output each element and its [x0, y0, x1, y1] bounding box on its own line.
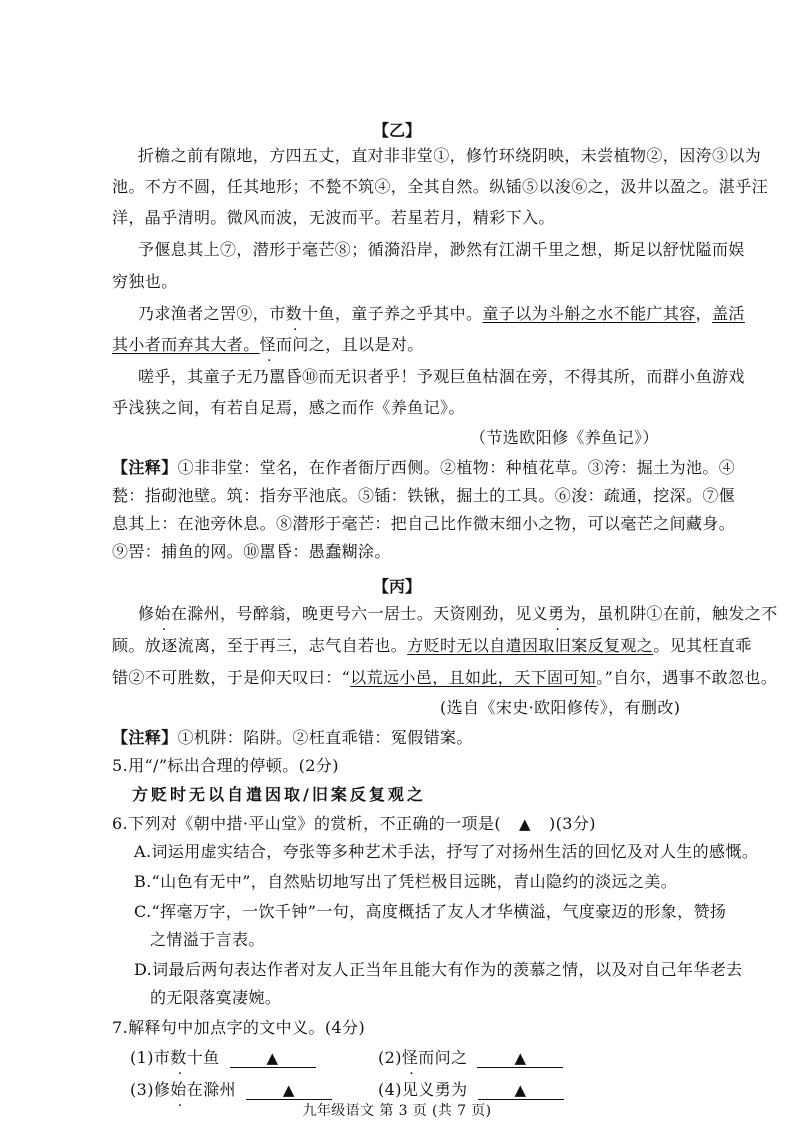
q5-sentence: 方贬时无以自遣因取/旧案反复观之	[132, 785, 426, 804]
yi-p1-line2: 池。不方不圆，任其地形；不甃不筑④，全其自然。纵锸⑤以浚⑥之，汲井以盈之。湛乎汪	[112, 177, 769, 196]
yi-notes-line4: ⑨罟：捕鱼的网。⑩嚚昏：愚蠢糊涂。	[112, 542, 391, 561]
q7-item-2-post: 而问之	[418, 1048, 468, 1067]
section-yi-title: 【乙】	[372, 121, 421, 140]
q6-option-c-line2: 之情溢于言表。	[150, 930, 265, 949]
yi-p3-line2	[112, 335, 424, 355]
q7-item-2	[378, 1048, 563, 1068]
q7-item-3-dotted: 始	[170, 1080, 187, 1099]
q7-item-4	[378, 1080, 564, 1100]
yi-p3-mid: 十鱼，童子养之乎其中。	[302, 304, 483, 323]
yi-notes-text1: ①非非堂：堂名，在作者衙厅西侧。②植物：种植花草。③洿：掘土为池。④	[177, 458, 736, 477]
bing-l2-rest: 。见其枉直乖	[653, 636, 752, 655]
q6-stem-end: )(3分)	[549, 814, 596, 833]
bing-line3	[112, 668, 777, 688]
bing-l3-rest: 。”自尔，遇事不敢忽也。	[596, 668, 778, 687]
bing-l1-pre: 修	[138, 604, 155, 623]
yi-p3-pre: 乃求渔者之罟⑨，市	[138, 304, 286, 323]
q7-item-1-num: (1)	[130, 1048, 154, 1067]
q6-option-a: A.词运用虚实结合，夸张等多种艺术手法，抒写了对扬州生活的回忆及对人生的感慨。	[134, 842, 759, 861]
yi-underlined-sentence-2a: 盖活	[712, 304, 745, 323]
q6-option-b: B.“山色有无中”，自然贴切地写出了凭栏极目远眺，青山隐约的淡远之美。	[134, 872, 678, 891]
dotted-char-shi: 始	[154, 604, 171, 623]
bing-notes-label: 【注释】	[112, 728, 178, 747]
q6-option-d-line1: D.词最后两句表达作者对友人正当年且能大有作为的羡慕之情，以及对自己年华老去	[134, 960, 743, 979]
q7-item-2-dotted: 怪	[401, 1048, 419, 1067]
bing-line1	[138, 604, 778, 624]
q7-item-2-num: (2)	[378, 1048, 402, 1067]
yi-source: （节选欧阳修《养鱼记》）	[470, 428, 659, 447]
q7-item-3-post: 在滁州	[186, 1080, 236, 1099]
q7-item-4-dotted: 勇	[434, 1080, 452, 1099]
bing-l3-pre: 错②不可胜数，于是仰天叹曰：“	[112, 668, 351, 687]
q7-item-2-answer-blank[interactable]: ▲	[477, 1049, 563, 1068]
bing-line2	[112, 636, 752, 656]
yi-notes-label: 【注释】	[112, 458, 178, 477]
dotted-char-yong: 勇	[548, 604, 565, 623]
q7-item-4-post: 为	[451, 1080, 468, 1099]
q7-item-4-num: (4)	[378, 1080, 402, 1099]
q7-item-1-dotted: 数	[170, 1048, 187, 1067]
yi-p3-line1	[138, 304, 745, 324]
yi-p1-line3: 洋，晶乎清明。微风而波，无波而平。若星若月，精彩下入。	[112, 208, 555, 227]
bing-notes-text: ①机阱：陷阱。②枉直乖错：冤假错案。	[177, 728, 473, 747]
yi-p4-line2: 乎浅狭之间，有若自足焉，感之而作《养鱼记》。	[112, 398, 465, 417]
yi-p1-line1: 折檐之前有隙地，方四五丈，直对非非堂①，修竹环绕阴映，未尝植物②，因洿③以为	[138, 146, 762, 165]
answer-triangle-icon: ▲	[519, 815, 531, 833]
q7-item-3-answer-blank[interactable]: ▲	[246, 1081, 332, 1100]
dotted-char-guai: 怪	[259, 335, 277, 354]
q7-item-1-post: 十鱼	[186, 1048, 220, 1067]
yi-p4-line1: 嗟乎，其童子无乃嚚昏⑩而无识者乎！予观巨鱼枯涸在旁，不得其所，而群小鱼游戏	[138, 367, 745, 386]
q6-stem	[112, 814, 596, 834]
q6-option-c-line1: C.“挥毫万字，一饮千钟”一句，高度概括了友人才华横溢，气度豪迈的形象，赞扬	[134, 902, 727, 921]
dotted-char-shu: 数	[285, 304, 303, 323]
q7-item-3	[130, 1080, 332, 1100]
bing-notes	[112, 728, 473, 748]
bing-l1-rest: 在滁州，号醉翁，晚更号六一居士。天资刚劲，见义	[170, 604, 549, 623]
yi-notes-line2: 甃：指砌池壁。筑：指夯平池底。⑤锸：铁锹，掘土的工具。⑥浚：疏通，挖深。⑦偃	[112, 486, 736, 505]
q7-stem: 7.解释句中加点字的文中义。(4分)	[112, 1018, 366, 1037]
bing-underlined-sentence-2: 以荒远小邑，且如此，天下固可知	[350, 668, 597, 687]
q6-option-d-line2: 的无限落寞凄婉。	[150, 988, 282, 1007]
q7-item-1	[130, 1048, 316, 1068]
q7-item-3-pre: 修	[153, 1080, 171, 1099]
q6-stem-text: 6.下列对《朝中措·平山堂》的赏析，不正确的一项是(	[112, 814, 501, 833]
page-footer: 九年级语文 第 3 页 (共 7 页)	[302, 1103, 492, 1119]
yi-p2-line1: 予偃息其上⑦，潜形于毫芒⑧；循漪沿岸，渺然有江湖千里之想，斯足以舒忧隘而娱	[138, 240, 745, 259]
q5-stem: 5.用“/”标出合理的停顿。(2分)	[112, 756, 339, 775]
bing-underlined-sentence-1: 方贬时无以自遣因取旧案反复观之	[407, 636, 654, 655]
bing-l1-rest2: 为，虽机阱①在前，触发之不	[564, 604, 778, 623]
yi-notes-line1	[112, 458, 735, 478]
yi-p3b-rest: 而问之，且以是对。	[276, 335, 424, 354]
yi-notes-line3: 息其上：在池旁休息。⑧潜形于毫芒：把自己比作微末细小之物，可以毫芒之间藏身。	[112, 514, 736, 533]
bing-l2-pre: 顾。放逐流离，至于再三，志气自若也。	[112, 636, 408, 655]
q7-item-4-pre: 见义	[401, 1080, 435, 1099]
section-bing-title: 【丙】	[372, 577, 421, 596]
yi-p3-sep: ，	[695, 304, 713, 323]
q7-item-3-num: (3)	[130, 1080, 154, 1099]
yi-underlined-sentence-2b: 其小者而弃其大者。	[112, 335, 260, 354]
yi-p2-line2: 穷独也。	[112, 272, 178, 291]
yi-underlined-sentence-1: 童子以为斗斛之水不能广其容	[482, 304, 696, 323]
q7-item-4-answer-blank[interactable]: ▲	[478, 1081, 564, 1100]
q7-item-1-answer-blank[interactable]: ▲	[230, 1049, 316, 1068]
bing-source: (选自《宋史·欧阳修传》，有删改)	[440, 698, 681, 717]
q7-item-1-pre: 市	[153, 1048, 171, 1067]
